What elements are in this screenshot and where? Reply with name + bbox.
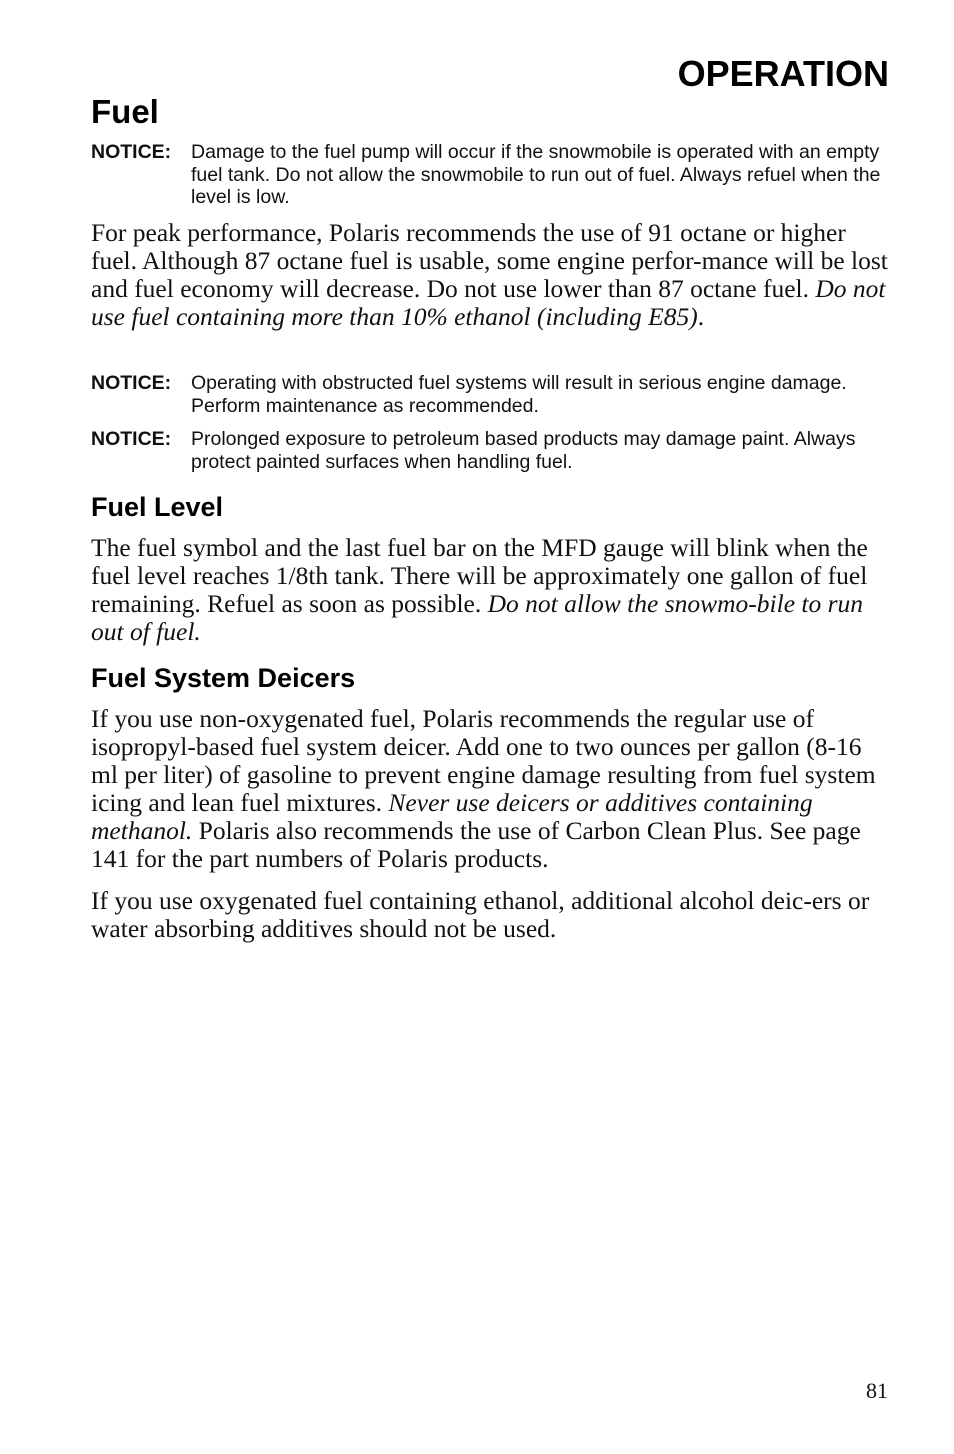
paragraph-italic-text: Do not use fuel containing more than 10% ethanol (including E85)	[91, 274, 886, 331]
notice-label: NOTICE:	[91, 141, 172, 163]
section-header: OPERATION	[677, 53, 889, 94]
paragraph-text: The fuel symbol and the last fuel bar on the MFD gauge will blink when the fuel level reaches 1/8th tank. There will be approximately one gallon of fuel remaining. Refuel as soon as possible.	[91, 533, 868, 618]
deicers-paragraph-2: If you use oxygenated fuel containing ethanol, additional alcohol deic-ers or water absorbing additives should not be used.	[91, 886, 870, 943]
deicers-paragraph-1	[91, 705, 891, 873]
notice-petroleum-exposure	[91, 428, 891, 473]
paragraph-end: .	[697, 302, 705, 331]
notice-fuel-pump	[91, 141, 891, 209]
page-title: Fuel	[91, 93, 159, 130]
fuel-level-paragraph	[91, 534, 891, 646]
fuel-system-deicers-heading: Fuel System Deicers	[91, 663, 356, 693]
page-number: 81	[866, 1378, 888, 1403]
notice-label: NOTICE:	[91, 428, 172, 450]
fuel-octane-paragraph	[91, 219, 891, 331]
notice-obstructed-fuel	[91, 372, 891, 417]
paragraph-text: If you use non-oxygenated fuel, Polaris recommends the regular use of isopropyl-based fuel system deicer. Add one to two ounces per gallon (8-16 ml per liter) of gasoline to prevent engine damage resulting from fuel system icing and lean fuel mixtures.	[91, 704, 876, 817]
paragraph-italic-text: Never use deicers or additives containing methanol.	[91, 788, 813, 845]
notice-label: NOTICE:	[91, 372, 172, 394]
notice-text: Operating with obstructed fuel systems will result in serious engine damage. Perform maintenance as recommended.	[191, 372, 847, 417]
paragraph-end: Polaris also recommends the use of Carbon Clean Plus. See page 141 for the part numbers of Polaris products.	[91, 816, 861, 873]
paragraph-italic-text: Do not allow the snowmo-bile to run out of fuel.	[91, 589, 864, 646]
notice-text: Damage to the fuel pump will occur if the snowmobile is operated with an empty fuel tank. Do not allow the snowmobile to run out of fuel. Always refuel when the level is low.	[191, 141, 881, 208]
paragraph-text: For peak performance, Polaris recommends the use of 91 octane or higher fuel. Although 87 octane fuel is usable, some engine perfor-mance will be lost and fuel economy will decrease. Do not use lower than 87 octane fuel.	[91, 218, 888, 303]
notice-text: Prolonged exposure to petroleum based products may damage paint. Always protect painted surfaces when handling fuel.	[191, 428, 856, 473]
fuel-level-heading: Fuel Level	[91, 492, 224, 522]
